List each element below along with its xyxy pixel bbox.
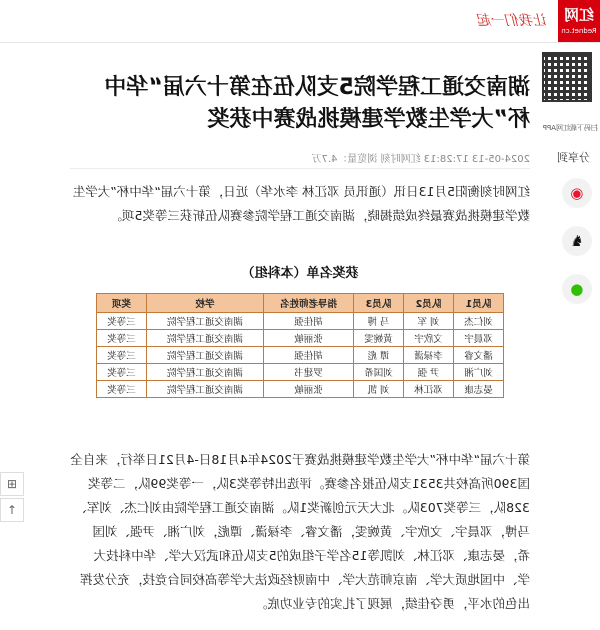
table-cell: 湖南交通工程学院 bbox=[147, 347, 264, 364]
table-cell: 张丽敏 bbox=[263, 381, 353, 398]
table-header: 奖项 bbox=[97, 294, 147, 313]
table-cell: 刘广湘 bbox=[454, 364, 504, 381]
table-cell: 胡佳强 bbox=[263, 313, 353, 330]
back-to-top-icon[interactable]: ↑ bbox=[0, 498, 24, 522]
table-header: 队员2 bbox=[404, 294, 454, 313]
table-cell: 尹 强 bbox=[404, 364, 454, 381]
meta-divider bbox=[70, 168, 530, 169]
table-row bbox=[97, 330, 504, 347]
table-cell: 三等奖 bbox=[97, 313, 147, 330]
logo-text: 红网 bbox=[564, 6, 595, 24]
award-table bbox=[96, 293, 504, 398]
table-cell: 胡佳强 bbox=[263, 347, 353, 364]
qr-float-icon[interactable]: ⊞ bbox=[0, 472, 24, 496]
qq-icon[interactable]: ♞ bbox=[562, 226, 592, 256]
table-cell: 马 博 bbox=[354, 313, 404, 330]
table-cell: 湖南交通工程学院 bbox=[147, 330, 264, 347]
article-meta: 2024-05-13 17:28:13 红网时刻 浏览量：4.7万 bbox=[311, 154, 530, 165]
table-cell: 晏志康 bbox=[454, 381, 504, 398]
table-cell: 谭 彪 bbox=[354, 347, 404, 364]
table-cell: 刘 凯 bbox=[354, 381, 404, 398]
table-cell: 湖南交通工程学院 bbox=[147, 313, 264, 330]
table-cell: 三等奖 bbox=[97, 364, 147, 381]
weibo-icon[interactable]: ◉ bbox=[562, 178, 592, 208]
table-cell: 三等奖 bbox=[97, 347, 147, 364]
table-row bbox=[97, 381, 504, 398]
site-header bbox=[0, 0, 600, 43]
table-row bbox=[97, 347, 504, 364]
table-header: 队员3 bbox=[354, 294, 404, 313]
award-table-caption: 获奖名单（本科组） bbox=[241, 266, 359, 281]
table-header: 指导老师姓名 bbox=[263, 294, 353, 313]
table-cell: 文欣宇 bbox=[404, 330, 454, 347]
table-cell: 张丽敏 bbox=[263, 330, 353, 347]
award-table-header-row bbox=[97, 294, 504, 313]
app-qr-code bbox=[542, 52, 592, 102]
table-cell: 刘国希 bbox=[354, 364, 404, 381]
site-logo[interactable] bbox=[558, 0, 600, 42]
share-label: 分享到 bbox=[557, 151, 590, 164]
table-cell: 潘文睿 bbox=[454, 347, 504, 364]
article-paragraph-1: 红网时刻衡阳5月13日讯（通讯员 邓江林 李水华）近日，第十六届“华中杯”大学生数学建模挑战赛最终成绩揭晓，湖南交通工程学院参赛队伍斩获三等奖5项。 bbox=[72, 184, 530, 223]
article-title: 湖南交通工程学院5支队伍在第十六届“华中杯”大学生数学建模挑战赛中获奖 bbox=[104, 75, 530, 132]
table-cell: 刘仁杰 bbox=[454, 313, 504, 330]
table-header: 队员1 bbox=[454, 294, 504, 313]
qr-label: 扫码下载红网APP bbox=[542, 124, 598, 132]
table-cell: 三等奖 bbox=[97, 381, 147, 398]
table-cell: 邓晨宇 bbox=[454, 330, 504, 347]
table-row bbox=[97, 364, 504, 381]
table-header: 学校 bbox=[147, 294, 264, 313]
header-slogan: 让我们一起 bbox=[478, 13, 548, 29]
table-row bbox=[97, 313, 504, 330]
table-cell: 湖南交通工程学院 bbox=[147, 364, 264, 381]
wechat-icon[interactable]: ● bbox=[562, 274, 592, 304]
table-cell: 邓江林 bbox=[404, 381, 454, 398]
table-cell: 三等奖 bbox=[97, 330, 147, 347]
table-cell: 李禄潇 bbox=[404, 347, 454, 364]
logo-domain: Rednet.cn bbox=[561, 27, 597, 35]
table-cell: 罗建书 bbox=[263, 364, 353, 381]
table-cell: 黄婉雯 bbox=[354, 330, 404, 347]
table-cell: 湖南交通工程学院 bbox=[147, 381, 264, 398]
table-cell: 刘 军 bbox=[404, 313, 454, 330]
article-paragraph-2: 第十六届“华中杯”大学生数学建模挑战赛于2024年4月18日-4月21日举行，来自全国390所高校共3531支队伍报名参赛。评选出特等奖3队，一等奖99队，二等奖328队，三等奖703队。北大天元创新奖1队。湖南交通工程学院由刘仁杰、刘军、马博，邓晨宇、文欣宇、黄婉雯，潘文睿、李禄潇、谭彪，刘广湘、尹强、刘国希，晏志康、邓江林、刘凯等15名学子组成的5支队伍和武汉大学、华中科技大学、中国地质大学、南京师范大学、中南财经政法大学等高校同台竞技，充分发挥出色的水平，勇夺佳绩，展现了扎实的专业功底。 bbox=[70, 452, 530, 611]
award-table-image bbox=[96, 262, 504, 412]
